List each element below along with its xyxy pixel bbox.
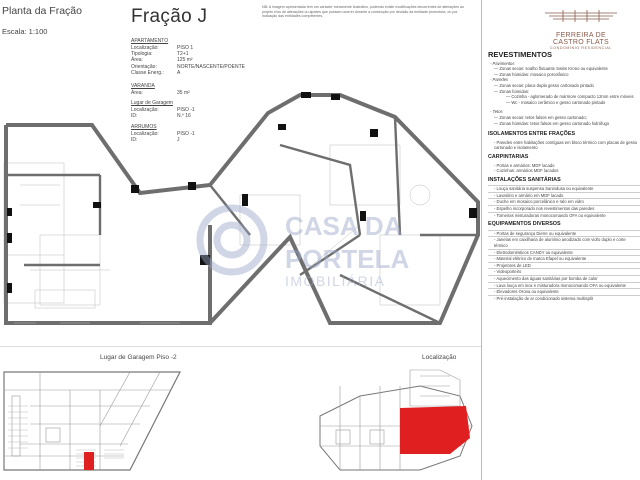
fraction-title: Fração J — [131, 6, 208, 27]
spec-heading: INSTALAÇÕES SANITÁRIAS — [488, 176, 561, 183]
parking-heading: Lugar de Garagem — [131, 100, 173, 106]
balcony-heading: VARANDA — [131, 83, 155, 89]
garage-title: Lugar de Garagem Piso -2 — [100, 354, 177, 361]
spec-item: - Louça sanitária suspensa Sanindusa ou equivalente — [488, 185, 640, 192]
spec-item: - Material elétrico de marca Efapel ou equivalente — [488, 255, 640, 262]
spec-item: — Zonas húmidas: tetos falsos em gesso cartonado hidrófugo — [494, 120, 610, 126]
spec-item: - Lavatório e armário em MDF lacado — [488, 192, 640, 199]
spec-heading: EQUIPAMENTOS DIVERSOS — [488, 221, 561, 228]
developer-logo — [541, 7, 621, 50]
info-key: Tipologia: — [131, 51, 153, 58]
info-value: PISO -1 — [177, 107, 195, 113]
info-value: PISO -1 — [177, 131, 195, 137]
spec-subheading: - Pavimentos — [490, 60, 515, 66]
spec-item: - Lava louça em inox e misturadora monocomando OFA ou equivalente — [488, 282, 640, 289]
info-key: Orientação: — [131, 63, 157, 70]
garage-plan — [0, 366, 200, 480]
info-key: Área: — [131, 90, 143, 96]
watermark-line3: IMOBILIÁRIA — [285, 273, 386, 289]
specs-panel — [488, 52, 640, 301]
disclaimer-notice: NB: A imagem apresentada tem um carácter meramente ilustrativo, podendo existir modificações decorrentes de alterações ao projeto e/ou de alterações ou ajustes que possam ocorrer durante a construção por decisão da entidade promotora, ou por indicação das entidades competentes. — [262, 5, 464, 19]
spec-subheading: - Tetos — [490, 109, 503, 115]
spec-item: - Eletrodomésticos CANDY ou equivalente — [488, 249, 640, 256]
storage-heading: ARRUMOS — [131, 124, 157, 130]
column-divider — [481, 0, 482, 480]
info-key: ID: — [131, 113, 138, 120]
spec-heading: ISOLAMENTOS ENTRE FRAÇÕES — [488, 131, 576, 138]
spec-item: — Zonas húmidas: — [494, 88, 530, 94]
spec-item: - Torneiras misturadoras monocomando OFA ou equivalente — [488, 212, 640, 219]
info-value: NORTE/NASCENTE/POENTE — [177, 63, 245, 70]
spec-item: — Zonas secas: soalho flutuante Swiss Krono ou equivalente — [494, 66, 608, 72]
spec-item: - Cozinhas: armários MDF lacados — [494, 168, 559, 174]
floor-plan — [0, 85, 481, 347]
spec-item: - Pré-instalação de ar condicionado sistema multisplit — [488, 295, 640, 302]
apartment-heading: APARTAMENTO — [131, 38, 169, 44]
spec-heading: CARPINTARIAS — [488, 153, 529, 160]
spec-item: — Wc - mosaico cerâmico e gesso cartonado pintado — [506, 99, 606, 105]
spec-item: - Espelho incorporado nos revestimentos das paredes — [488, 205, 640, 212]
building-icon — [541, 7, 621, 25]
location-title: Localização — [422, 354, 457, 361]
info-key: Classe Energ.: — [131, 69, 164, 76]
info-value: 35 m² — [177, 90, 190, 96]
info-key: Localização: — [131, 107, 159, 113]
info-value: A — [177, 69, 181, 76]
spec-item: - Aquecimento das águas sanitárias por bomba de calor — [488, 275, 640, 282]
spec-item: - Elevadores Orona ou equivalente — [488, 288, 640, 295]
info-value: T2+1 — [177, 51, 189, 58]
plan-title: Planta da Fração — [2, 5, 82, 17]
spec-item: — Zonas secas: placa dupla gesso cartonado pintado — [494, 82, 594, 88]
info-key: Área: — [131, 57, 143, 64]
location-plan — [300, 366, 481, 480]
info-value: J — [177, 137, 180, 144]
apartment-info — [131, 38, 245, 76]
spec-item: - Janelas em caixilharia de alumínio anodizado com vidro duplo e corte térmico — [488, 236, 640, 248]
watermark-line2: PORTELA — [285, 244, 410, 274]
spec-item: - Portas de segurança Dierre ou equivalente — [488, 230, 640, 237]
info-key: Localização: — [131, 131, 159, 137]
spec-item: - Paredes entre habitações contíguas em bloco térmico com placas de gesso cartonado e isolamento — [494, 139, 638, 151]
spec-item: — Zonas húmidas: mosaico porcelânico — [494, 71, 569, 77]
logo-subtitle: CONDOMÍNIO RESIDENCIAL — [550, 46, 612, 50]
spec-item: - Duche em mosaico porcelânico e ralo em vidro — [488, 198, 640, 205]
info-key: Localização: — [131, 45, 159, 51]
spec-subheading: - Paredes — [490, 77, 509, 83]
fraction-location-highlight — [400, 406, 470, 454]
spec-item: — Cozinha - aglomerado de mármore compacto 12mm entre móveis — [506, 94, 634, 100]
parking-space-highlight — [84, 452, 94, 470]
logo-name: FERREIRA DE CASTRO FLATS — [553, 32, 609, 46]
spec-item: — Zonas secas: tetos falsos em gesso cartonado; — [494, 114, 587, 120]
info-value: N.º 16 — [177, 113, 191, 120]
scale-label: Escala: 1:100 — [2, 27, 48, 36]
watermark-line1: CASA DA — [285, 211, 403, 241]
info-value: PISO 1 — [177, 45, 194, 51]
spec-item: - Projetores de LED — [488, 262, 640, 269]
info-value: 125 m² — [177, 57, 193, 64]
specs-title: REVESTIMENTOS — [488, 50, 553, 59]
info-key: ID: — [131, 137, 138, 144]
spec-item: - Videoporteiro — [488, 268, 640, 275]
spec-item: - Portas e armários: MDF lacado — [494, 162, 555, 168]
